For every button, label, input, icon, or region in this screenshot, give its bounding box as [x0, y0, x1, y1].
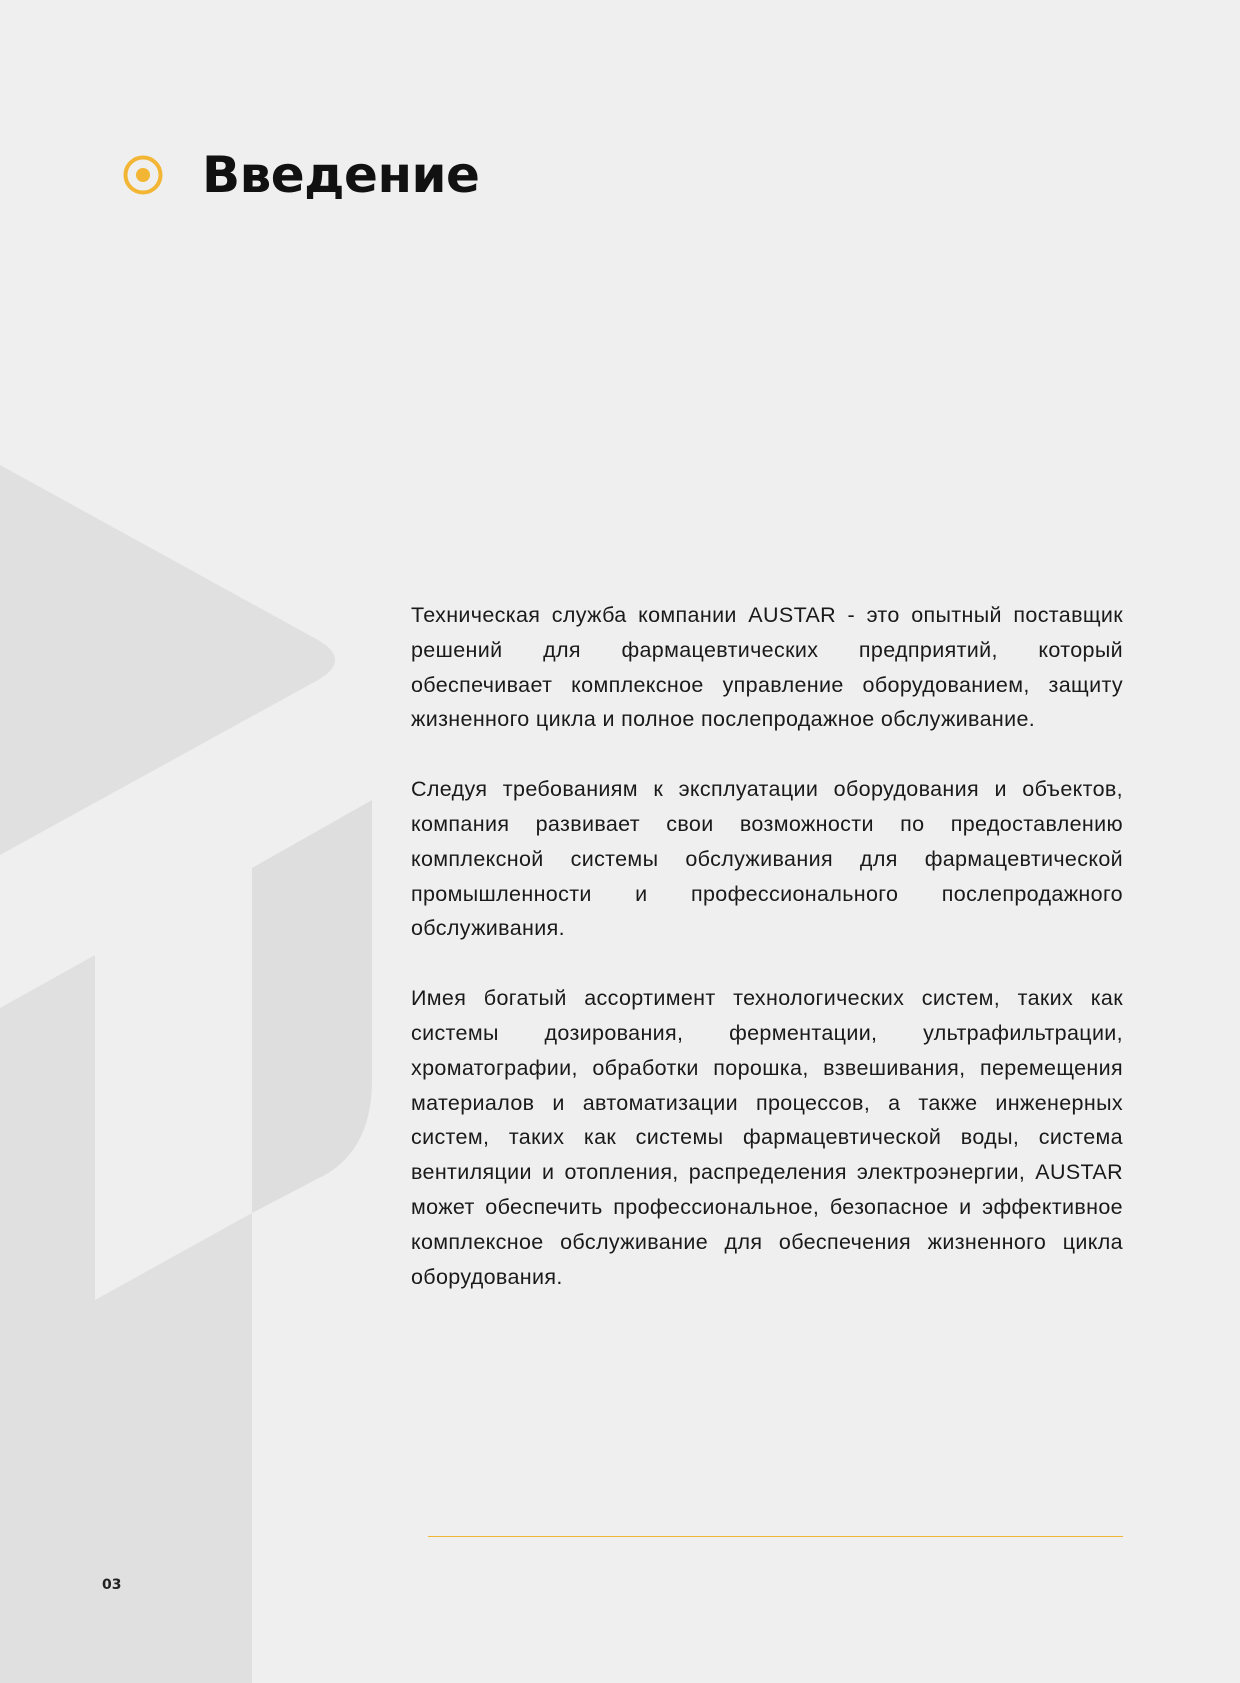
section-header — [122, 140, 479, 210]
background-left-column-shape — [0, 955, 252, 1683]
page-number: 03 — [102, 1577, 122, 1593]
intro-body — [411, 598, 1123, 1329]
target-circle-icon — [122, 154, 164, 196]
page-title: Введение — [202, 146, 480, 204]
footer-divider — [428, 1536, 1123, 1537]
background-chevron-shape — [0, 465, 335, 855]
paragraph-1: Техническая служба компании AUSTAR - это опытный поставщик решений для фармацевтических предприятий, который обеспечивает комплексное управление оборудованием, защиту жизненного цикла и полное послепродажное обслуживание. — [411, 603, 1123, 732]
paragraph-2: Следуя требованиям к эксплуатации оборудования и объектов, компания развивает свои возможности по предоставлению комплексной системы обслуживания для фармацевтической промышленности и профессионального послепродажного обслуживания. — [411, 777, 1123, 941]
background-right-column-shape — [252, 800, 372, 1213]
paragraph-3: Имея богатый ассортимент технологических систем, таких как системы дозирования, ферментации, ультрафильтрации, хроматографии, обработки порошка, взвешивания, перемещения материалов и автоматизации процессов, а также инженерных систем, таких как системы фармацевтической воды, система вентиляции и отопления, распределения электроэнергии, AUSTAR может обеспечить профессиональное, безопасное и эффективное комплексное обслуживание для обеспечения жизненного цикла оборудования. — [411, 986, 1123, 1289]
